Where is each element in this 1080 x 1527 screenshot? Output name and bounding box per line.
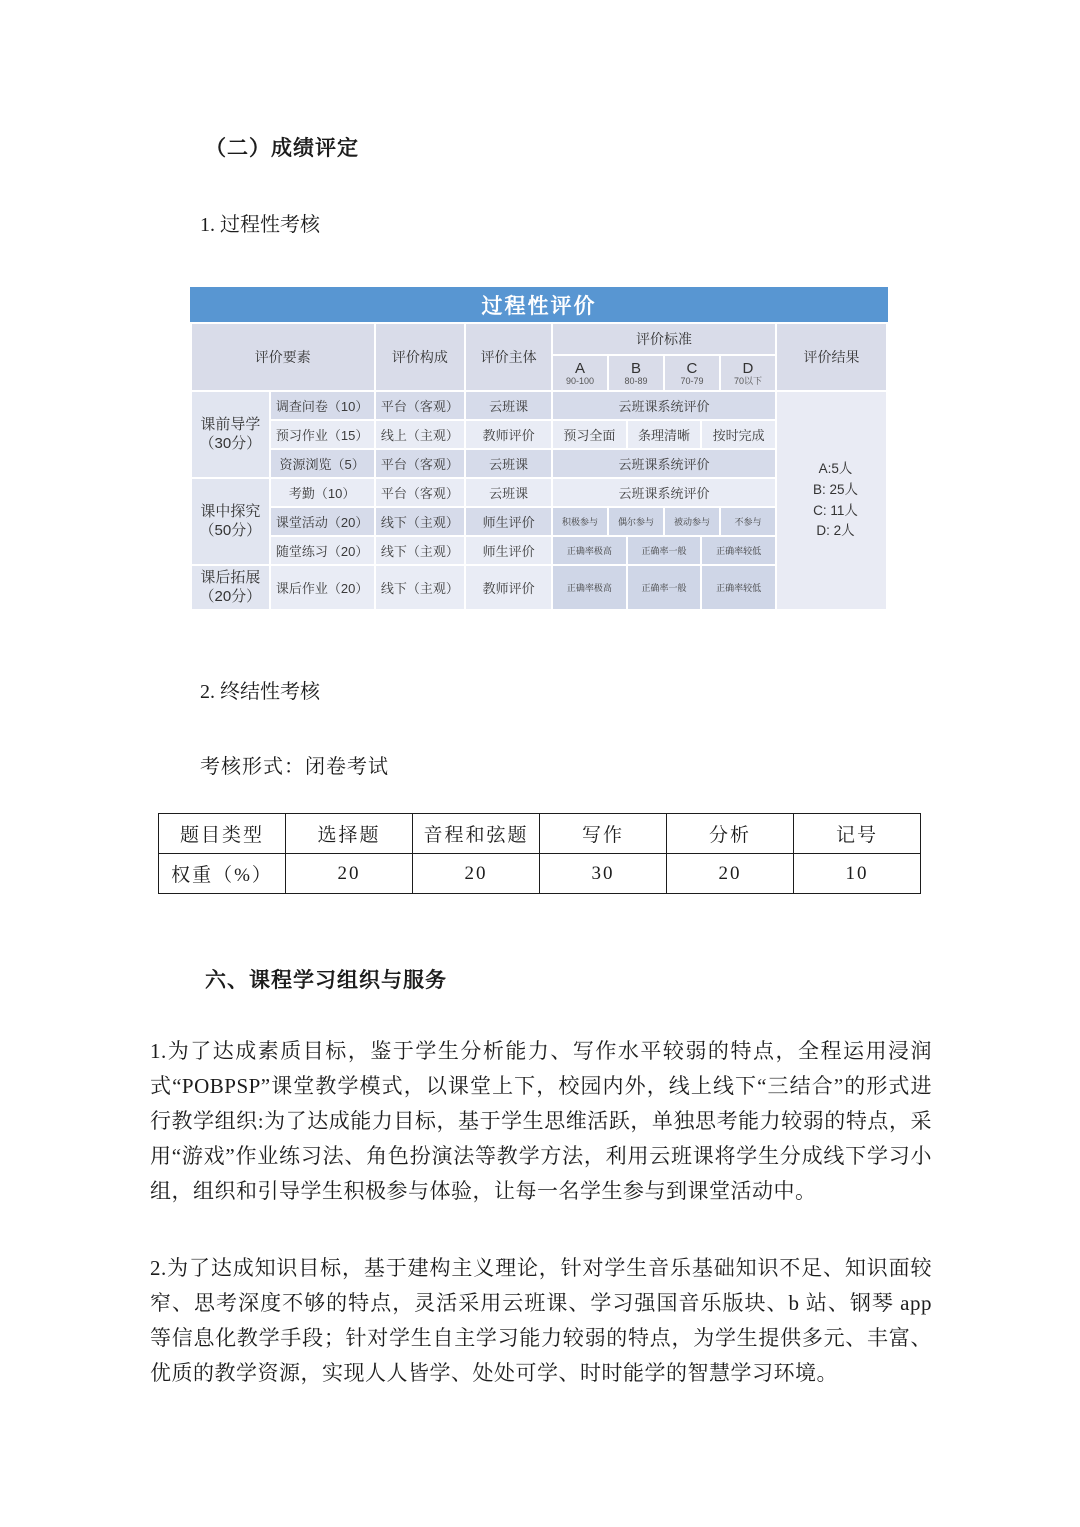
result-line-d: D: 2人 [816, 523, 855, 539]
cell-criteria-full: 云班课系统评价 [552, 478, 776, 507]
header-question-type: 题目类型 [159, 814, 286, 854]
section6-heading: 六、课程学习组织与服务 [205, 968, 447, 992]
table-row [191, 391, 887, 420]
paragraph-2: 2.为了达成知识目标，基于建构主义理论，针对学生音乐基础知识不足、知识面较窄、思考深度不够的特点，灵活采用云班课、学习强国音乐版块、b 站、钢琴 app 等信息化教学手段；针对学生自主学习能力较弱的特点，为学生提供多元、丰富、优质的教学资源，实现人人皆学、处处可学、时时能学的智慧学习环境。 [150, 1256, 932, 1385]
cell-composition: 线下（主观） [375, 565, 466, 610]
cell-subject: 教师评价 [465, 420, 552, 449]
group-name: 课中探究 [200, 502, 261, 520]
grade-c-letter: C [686, 360, 698, 378]
header-subject: 评价主体 [465, 323, 552, 391]
header-writing: 写作 [540, 814, 667, 854]
result-line-b: B: 25人 [812, 481, 858, 497]
header-interval-chord: 音程和弦题 [413, 814, 540, 854]
process-table-grid [190, 322, 888, 611]
table-row [159, 854, 921, 894]
cell-criteria: 正确率极高 [552, 565, 627, 610]
grading-section-heading: （二）成绩评定 [205, 136, 359, 160]
cell-subject: 云班课 [465, 478, 552, 507]
cell-criteria: 正确率一般 [627, 536, 702, 565]
header-standard: 评价标准 [552, 323, 776, 355]
cell-item: 预习作业（15） [270, 420, 375, 449]
cell-criteria: 正确率一般 [627, 565, 702, 610]
process-assessment-heading: 1. 过程性考核 [200, 214, 320, 236]
weight-value: 20 [667, 854, 794, 894]
cell-criteria: 偶尔参与 [608, 507, 664, 536]
group-score: （30分） [199, 434, 262, 452]
header-analysis: 分析 [667, 814, 794, 854]
cell-criteria: 按时完成 [701, 420, 776, 449]
cell-criteria: 积极参与 [552, 507, 608, 536]
cell-composition: 线下（主观） [375, 507, 466, 536]
grade-a-range: 90-100 [566, 376, 595, 387]
cell-subject: 云班课 [465, 449, 552, 478]
header-element: 评价要素 [191, 323, 375, 391]
process-table-title: 过程性评价 [190, 287, 888, 322]
cell-item: 资源浏览（5） [270, 449, 375, 478]
group-in-class [191, 478, 270, 565]
group-name: 课前导学 [200, 415, 261, 433]
cell-item: 调查问卷（10） [270, 391, 375, 420]
grade-a-letter: A [575, 360, 586, 378]
document-content [150, 0, 932, 1391]
cell-criteria: 正确率极高 [552, 536, 627, 565]
exam-form-line: 考核形式：闭卷考试 [200, 756, 389, 778]
table-row [159, 814, 921, 854]
weight-value: 20 [413, 854, 540, 894]
grade-d [720, 355, 776, 391]
weight-value: 30 [540, 854, 667, 894]
table-header-row [191, 323, 887, 355]
cell-subject: 云班课 [465, 391, 552, 420]
summative-assessment-heading: 2. 终结性考核 [200, 681, 320, 703]
cell-subject: 教师评价 [465, 565, 552, 610]
group-name: 课后拓展 [200, 568, 261, 586]
cell-subject: 师生评价 [465, 507, 552, 536]
group-score: （20分） [199, 587, 262, 605]
cell-composition: 平台（客观） [375, 391, 466, 420]
cell-composition: 平台（客观） [375, 449, 466, 478]
exam-weight-table [158, 813, 921, 894]
cell-item: 考勤（10） [270, 478, 375, 507]
cell-item: 课后作业（20） [270, 565, 375, 610]
cell-criteria-full: 云班课系统评价 [552, 391, 776, 420]
result-line-a: A:5人 [818, 460, 853, 476]
header-choice: 选择题 [286, 814, 413, 854]
cell-composition: 线下（主观） [375, 536, 466, 565]
grade-d-letter: D [742, 360, 754, 378]
weight-value: 10 [794, 854, 921, 894]
grade-b-range: 80-89 [624, 376, 648, 387]
header-notation: 记号 [794, 814, 921, 854]
cell-criteria: 正确率较低 [701, 565, 776, 610]
header-result: 评价结果 [776, 323, 887, 391]
paragraph-1: 1.为了达成素质目标，鉴于学生分析能力、写作水平较弱的特点，全程运用浸润式“POBPSP”课堂教学模式，以课堂上下，校园内外，线上线下“三结合”的形式进行教学组织:为了达成能力目标，基于学生思维活跃，单独思考能力较弱的特点，采用“游戏”作业练习法、角色扮演法等教学方法，利用云班课将学生分成线下学习小组，组织和引导学生积极参与体验，让每一名学生参与到课堂活动中。 [150, 1039, 932, 1203]
grade-b-letter: B [630, 360, 641, 378]
grade-d-range: 70以下 [733, 376, 762, 387]
header-composition: 评价构成 [375, 323, 466, 391]
cell-criteria: 正确率较低 [701, 536, 776, 565]
result-cell [776, 391, 887, 610]
cell-composition: 线上（主观） [375, 420, 466, 449]
grade-c-range: 70-79 [680, 376, 704, 387]
cell-criteria: 预习全面 [552, 420, 627, 449]
weight-row-label: 权重（%） [159, 854, 286, 894]
cell-criteria: 不参与 [720, 507, 776, 536]
cell-criteria: 被动参与 [664, 507, 720, 536]
cell-composition: 平台（客观） [375, 478, 466, 507]
process-evaluation-table [190, 287, 888, 611]
grade-b [608, 355, 664, 391]
weight-value: 20 [286, 854, 413, 894]
group-after-class [191, 565, 270, 610]
cell-criteria: 条理清晰 [627, 420, 702, 449]
group-score: （50分） [199, 521, 262, 539]
cell-subject: 师生评价 [465, 536, 552, 565]
grade-a [552, 355, 608, 391]
group-pre-class [191, 391, 270, 478]
result-line-c: C: 11人 [813, 502, 858, 518]
grade-c [664, 355, 720, 391]
cell-item: 课堂活动（20） [270, 507, 375, 536]
cell-criteria-full: 云班课系统评价 [552, 449, 776, 478]
cell-item: 随堂练习（20） [270, 536, 375, 565]
